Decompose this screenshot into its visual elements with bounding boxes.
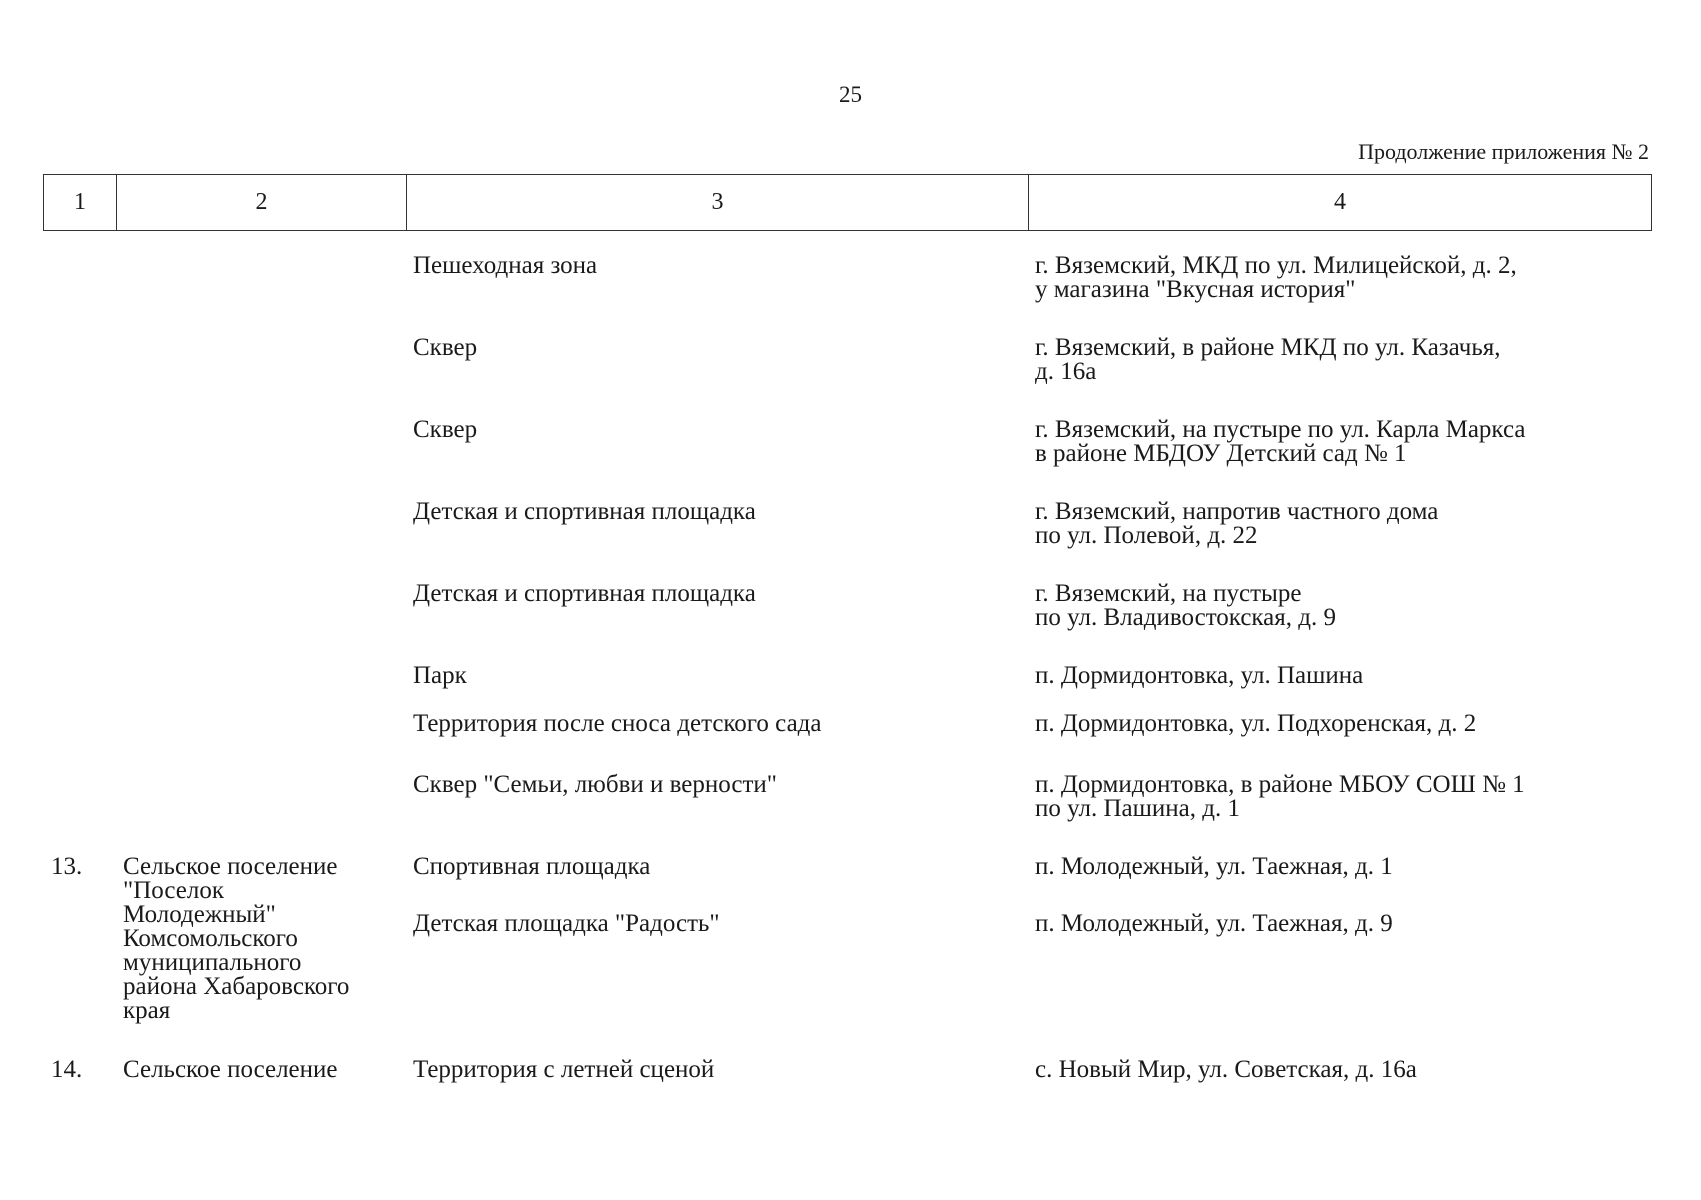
settlement-line: Комсомольского [123,925,298,952]
address-cell [1035,500,1438,548]
address-line: г. Вяземский, в районе МКД по ул. Казачья, [1035,334,1501,361]
address-line: по ул. Владивостокская, д. 9 [1035,604,1337,631]
table-header [43,174,1652,231]
address-line: п. Дормидонтовка, ул. Пашина [1035,662,1364,689]
object-cell: Сквер "Семьи, любви и верности" [413,771,778,798]
address-cell [1035,418,1525,466]
address-cell [1035,336,1501,384]
address-line: п. Молодежный, ул. Таежная, д. 1 [1035,853,1393,880]
object-cell: Детская и спортивная площадка [413,580,756,607]
settlement-line: края [123,997,171,1024]
settlement-line: Сельское поселение [123,853,338,880]
settlement-line: Сельское поселение [123,1056,338,1083]
settlement-line: муниципального [123,949,302,976]
address-cell [1035,773,1525,821]
settlement-cell [123,855,413,1023]
header-col-3: 3 [407,175,1029,230]
settlement-line: "Поселок [123,877,225,904]
header-col-1: 1 [44,175,117,230]
address-cell [1035,912,1393,936]
object-cell: Территория с летней сценой [413,1056,715,1083]
address-line: в районе МБДОУ Детский сад № 1 [1035,440,1407,467]
address-cell [1035,664,1363,688]
address-line: д. 16а [1035,358,1097,385]
object-cell: Парк [413,662,467,689]
address-line: по ул. Пашина, д. 1 [1035,795,1240,822]
address-line: г. Вяземский, на пустыре по ул. Карла Маркса [1035,416,1526,443]
address-cell [1035,712,1476,736]
address-line: г. Вяземский, МКД по ул. Милицейской, д. 2, [1035,252,1517,279]
settlement-cell [123,1058,413,1082]
object-cell: Спортивная площадка [413,853,651,880]
continuation-note: Продолжение приложения № 2 [1358,139,1649,164]
object-cell: Пешеходная зона [413,252,598,279]
address-cell [1035,855,1393,879]
address-cell [1035,254,1517,302]
address-line: по ул. Полевой, д. 22 [1035,522,1258,549]
address-line: п. Дормидонтовка, ул. Подхоренская, д. 2 [1035,710,1477,737]
address-line: п. Дормидонтовка, в районе МБОУ СОШ № 1 [1035,771,1525,798]
header-col-4: 4 [1334,189,1346,215]
address-line: п. Молодежный, ул. Таежная, д. 9 [1035,910,1393,937]
address-line: у магазина "Вкусная история" [1035,276,1356,303]
row-number: 13. [51,853,83,880]
settlement-line: Молодежный" [123,901,276,928]
address-cell [1035,582,1336,630]
address-cell [1035,1058,1417,1082]
object-cell: Сквер [413,416,478,443]
address-line: с. Новый Мир, ул. Советская, д. 16а [1035,1056,1417,1083]
header-col-2: 2 [117,175,407,230]
object-cell: Территория после сноса детского сада [413,710,822,737]
settlement-line: района Хабаровского [123,973,350,1000]
row-number: 14. [51,1056,83,1083]
object-cell: Детская площадка "Радость" [413,910,720,937]
object-cell: Детская и спортивная площадка [413,498,756,525]
address-line: г. Вяземский, на пустыре [1035,580,1302,607]
address-line: г. Вяземский, напротив частного дома [1035,498,1439,525]
object-cell: Сквер [413,334,478,361]
page-number: 25 [839,82,862,107]
